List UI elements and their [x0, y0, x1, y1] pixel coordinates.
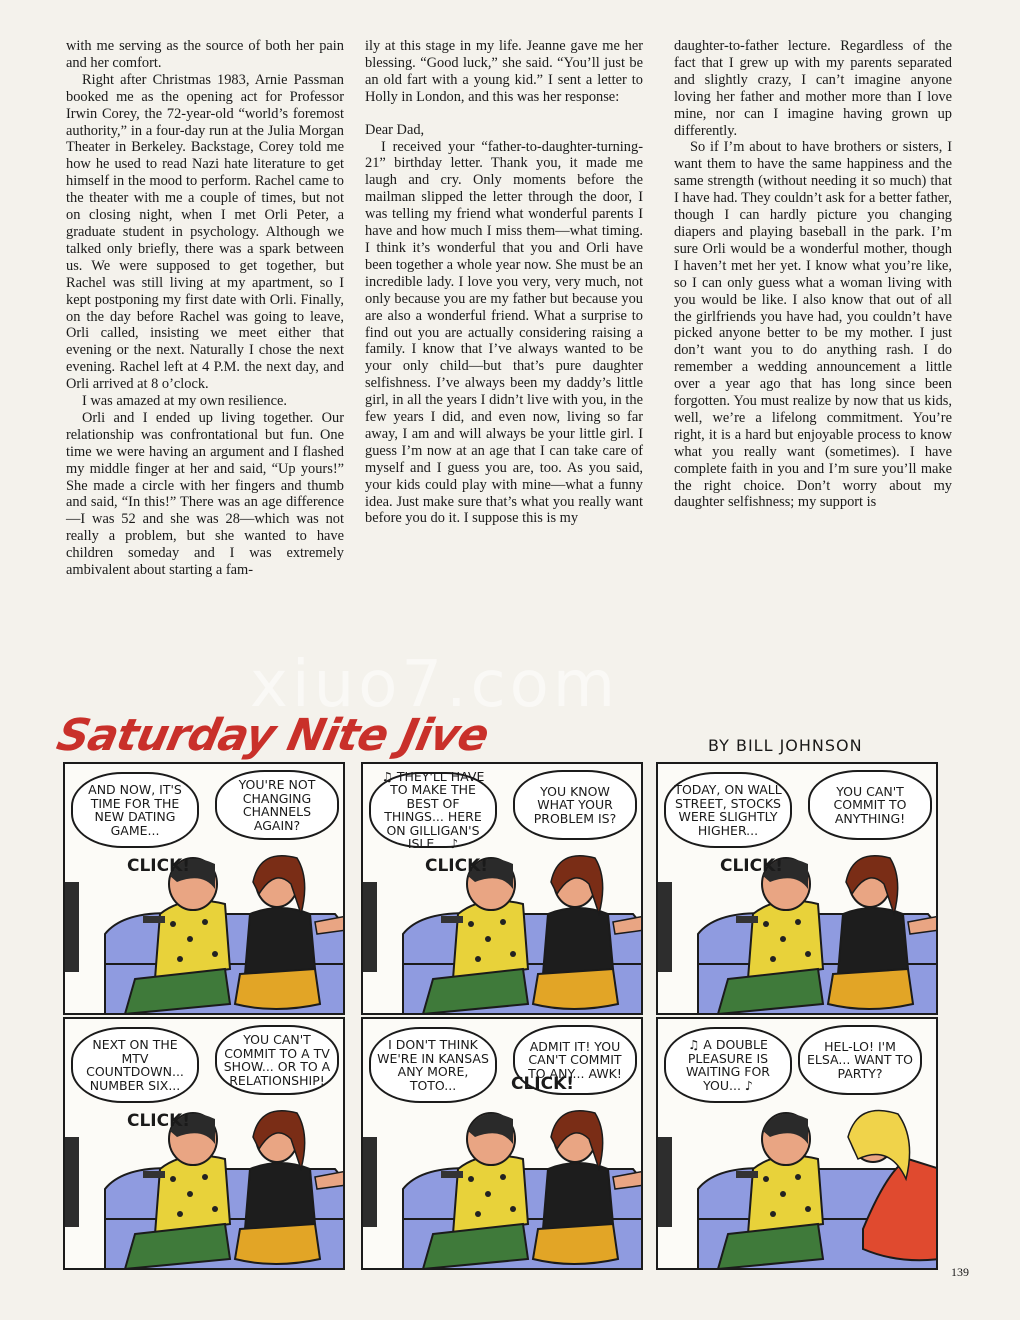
woman-pants	[533, 1224, 618, 1264]
speech-bubble: YOU CAN'T COMMIT TO A TV SHOW... OR TO A RELATIONSHIP!	[215, 1025, 339, 1095]
tv-icon	[65, 1137, 79, 1227]
speech-bubble: HEL-LO! I'M ELSA... WANT TO PARTY?	[798, 1025, 922, 1095]
woman-shirt	[245, 1163, 315, 1229]
tv-icon	[658, 882, 672, 972]
paragraph: I was amazed at my own resilience.	[82, 393, 287, 410]
page-number: 139	[951, 1265, 969, 1279]
tv-speech-bubble: ♫ A DOUBLE PLEASURE IS WAITING FOR YOU... ♪	[664, 1027, 792, 1103]
tv-speech-bubble: ♫ THEY'LL HAVE TO MAKE THE BEST OF THINGS... HERE ON GILLIGAN'S ISLE... ♪	[369, 772, 497, 848]
tv-icon	[363, 882, 377, 972]
woman-pants	[533, 969, 618, 1009]
comic-panel-5	[361, 1017, 643, 1270]
woman-shirt	[543, 1163, 613, 1229]
remote-icon	[143, 916, 165, 923]
paragraph: with me serving as the source of both her pain and her comfort.	[66, 38, 344, 71]
paragraph: Orli and I ended up living together. Our relationship was confrontational but fun. One time we were having an argument and I flashed my middle finger at her and said, “Up yours!” She made a circle with her fingers and thumb and said, “In this!” There was an age difference—I was 52 and she was 28—which was not really a problem, but she wanted to have children someday and I was extremely ambivalent about starting a fam-	[66, 409, 344, 579]
comic-panel-6	[656, 1017, 938, 1270]
woman-shirt	[543, 908, 613, 974]
click-sound-effect: CLICK!	[511, 1074, 575, 1094]
comic-title: Saturday Nite Jive	[52, 710, 493, 761]
tv-speech-bubble: TODAY, ON WALL STREET, STOCKS WERE SLIGHTLY HIGHER...	[664, 772, 792, 848]
remote-icon	[736, 916, 758, 923]
article-column-1	[66, 38, 344, 579]
click-sound-effect: CLICK!	[720, 856, 784, 876]
paragraph: daughter-to-father lecture. Regardless of the fact that I grew up with my parents separated and slightly crazy, I can’t imagine anyone loving her father and mother more than I love mine, nor can I imagine having grown up differently.	[674, 38, 952, 139]
remote-icon	[143, 1171, 165, 1178]
comic-panel-4	[63, 1017, 345, 1270]
speech-bubble: YOU'RE NOT CHANGING CHANNELS AGAIN?	[215, 770, 339, 840]
article-column-3	[674, 38, 952, 511]
comic-panel-1	[63, 762, 345, 1015]
woman-shirt	[838, 908, 908, 974]
woman-shirt	[245, 908, 315, 974]
tv-speech-bubble: AND NOW, IT'S TIME FOR THE NEW DATING GAME...	[71, 772, 199, 848]
paragraph: I received your “father-to-daughter-turning-21” birthday letter. Thank you, it made me laugh and cry. Only moments before the mailman slipped the letter through the door, I was telling my friend what wonderful parents I have and how much I miss them—what timing. I think it’s wonderful that you and Orli have been together a whole year now. She must be an incredible lady. I love you very, very much, not only because you are my father but because you are also a wonderful friend. What a surprise to find out you are actually considering raising a family. I know that I’ve always wanted to be your only child—but that’s pure daughter selfishness. I’ve always been my daddy’s little girl, in all the years I didn’t live with you, in the few years I did, and even now, living so far away, I am and will always be your little girl. I guess I’m now at an age that I can take care of myself and I guess you are, too. As you said, your kids could play with mine—what a funny idea. Just make sure that’s what you really want before you do it. I suppose this is my	[365, 138, 643, 527]
article-column-2	[365, 38, 643, 527]
comic-panel-2	[361, 762, 643, 1015]
woman-pants	[235, 1224, 320, 1264]
speech-bubble: YOU CAN'T COMMIT TO ANYTHING!	[808, 770, 932, 840]
tv-speech-bubble: I DON'T THINK WE'RE IN KANSAS ANY MORE, TOTO...	[369, 1027, 497, 1103]
woman-pants	[828, 969, 913, 1009]
speech-bubble: ADMIT IT! YOU CAN'T COMMIT TO ANY... AWK!	[513, 1025, 637, 1095]
click-sound-effect: CLICK!	[127, 1111, 191, 1131]
tv-icon	[658, 1137, 672, 1227]
tv-speech-bubble: NEXT ON THE MTV COUNTDOWN... NUMBER SIX...	[71, 1027, 199, 1103]
watermark: xiuo7.com	[250, 648, 620, 722]
woman-pants	[235, 969, 320, 1009]
remote-icon	[441, 916, 463, 923]
comic-byline: BY BILL JOHNSON	[708, 736, 863, 755]
comic-panel-3	[656, 762, 938, 1015]
paragraph: ily at this stage in my life. Jeanne gave me her blessing. “Good luck,” she said. “You’ll just be an old fart with a young kid.” I sent a letter to Holly in London, and this was her response:	[365, 38, 643, 105]
paragraph: So if I’m about to have brothers or sisters, I want them to have the same happiness and the same strength (without needing it so much) that I have had. They couldn’t ask for a better father, though I can hardly picture you changing diapers and playing baseball in the park. I’m sure Orli would be a wonderful mother, though I haven’t met her yet. I know what you’re like, so I can only guess what a woman living with you would be like. I also know that out of all the girlfriends you have had, you couldn’t have picked anyone better to be my mother. I just don’t want you to do anything rash. I do remember a wedding announcement a little over a year ago that has long since been forgotten. You must realize by now that us kids, well, we’re a lifelong commitment. You’re right, it is a hard but enjoyable process to know what you really want (sometimes). I have complete faith in you and I’m sure you’ll make the right choice. Don’t worry about my daughter selfishness; my support is	[674, 139, 952, 511]
click-sound-effect: CLICK!	[425, 856, 489, 876]
letter-salutation: Dear Dad,	[365, 121, 425, 138]
remote-icon	[736, 1171, 758, 1178]
tv-icon	[65, 882, 79, 972]
speech-bubble: YOU KNOW WHAT YOUR PROBLEM IS?	[513, 770, 637, 840]
paragraph: Right after Christmas 1983, Arnie Passman booked me as the opening act for Professor Irwin Corey, the 72-year-old “world’s foremost authority,” in a four-day run at the Julia Morgan Theater in Berkeley. Backstage, Corey told me how he used to read Nazi hate literature to get himself in the mood to perform. Rachel came to the theater with me a couple of times, but not on closing night, when I met Orli Peter, a graduate student in psychology. Although we talked only briefly, there was a spark between us. We were supposed to get together, but Rachel was still living at my apartment, so I kept postponing my first date with Orli. Finally, on the day before Rachel was going to leave, Orli called, insisting we meet either that evening or the next. Naturally I chose the next evening. Rachel left at 4 P.M. the next day, and Orli arrived at 8 o’clock.	[66, 71, 344, 393]
tv-icon	[363, 1137, 377, 1227]
click-sound-effect: CLICK!	[127, 856, 191, 876]
remote-icon	[441, 1171, 463, 1178]
